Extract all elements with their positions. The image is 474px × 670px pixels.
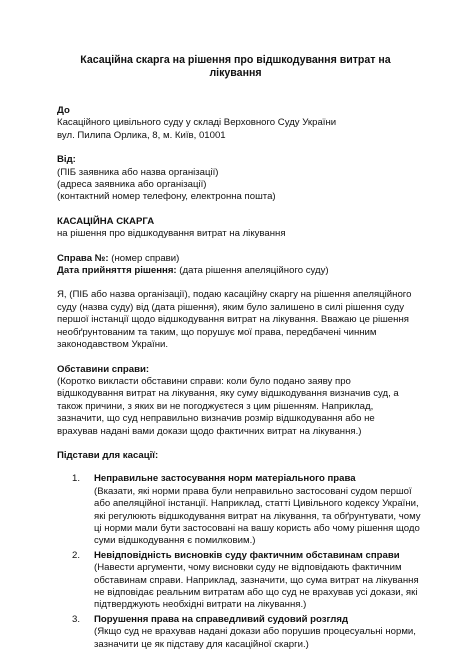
sender-label: Від: bbox=[57, 154, 76, 166]
grounds-item-title: Неправильне застосування норм матеріального права bbox=[94, 473, 356, 485]
complaint-title: КАСАЦІЙНА СКАРГА bbox=[57, 215, 155, 227]
circumstances-text: (Коротко викласти обставини справи: коли було подано заяву про відшкодування витрат на лікування, яку суму відшкодування визначив суд, а також причини, з яких ви не погоджуєтеся з цим рішенням. Наприклад, зазначити, що суд неправильно визначив розмір відшкодування або не врахував надані вами докази щодо фактичних витрат на лікування.) bbox=[57, 375, 399, 437]
complaint-heading bbox=[57, 216, 414, 241]
grounds-item-title: Порушення права на справедливий судовий розгляд bbox=[94, 613, 349, 625]
case-details bbox=[57, 253, 414, 278]
recipient-label: До bbox=[57, 105, 70, 116]
grounds-item bbox=[72, 473, 429, 547]
decision-date-value: (дата рішення апеляційного суду) bbox=[176, 265, 329, 277]
decision-date-row bbox=[57, 265, 414, 277]
grounds-list bbox=[57, 473, 421, 651]
grounds-item-number: 3. bbox=[72, 613, 81, 625]
grounds-item bbox=[72, 614, 429, 651]
intro-paragraph: Я, (ПІБ або назва організації), подаю касаційну скаргу на рішення апеляційного суду (назва суду) від (дата рішення), яким було залишено в силі рішення суду першої інстанції щодо відшкодування витрат на лікування. Вважаю це рішення необґрунтованим та таким, що порушує мої права, передбачені чинним законодавством України. bbox=[57, 289, 412, 351]
document-title: Касаційна скарга на рішення про відшкодування витрат на лікування bbox=[80, 54, 391, 79]
sender-contacts: (контактний номер телефону, електронна пошта) bbox=[57, 191, 276, 203]
grounds-item-description: (Якщо суд не врахував надані докази або порушив процесуальні норми, зазначити це як підставу для касаційної скарги.) bbox=[94, 626, 416, 650]
grounds-item-number: 1. bbox=[72, 473, 81, 485]
grounds-item-title: Невідповідність висновків суду фактичним обставинам справи bbox=[94, 549, 400, 561]
circumstances-label: Обставини справи: bbox=[57, 363, 150, 375]
grounds-label: Підстави для касації: bbox=[57, 449, 159, 461]
case-number-row bbox=[57, 253, 414, 265]
sender-name: (ПІБ заявника або назва організації) bbox=[57, 166, 219, 178]
sender-address: (адреса заявника або організації) bbox=[57, 179, 207, 191]
decision-date-label: Дата прийняття рішення: bbox=[57, 265, 177, 277]
grounds-item bbox=[72, 550, 429, 612]
circumstances-section bbox=[57, 364, 414, 438]
grounds-item-description: (Вказати, які норми права були неправильно застосовані судом першої або апеляційної інстанції. Наприклад, статті Цивільного кодексу України, які регулюють відшкодування витрат на лікування, та обґрунтувати, чому ці норми мали бути застосовані на вашу користь або чому рішення щодо суми відшкодування є помилковим.) bbox=[94, 485, 421, 547]
case-number-value: (номер справи) bbox=[108, 252, 180, 264]
complaint-subtitle: на рішення про відшкодування витрат на лікування bbox=[57, 228, 286, 240]
recipient-block bbox=[57, 105, 414, 142]
recipient-court: Касаційного цивільного суду у складі Верховного Суду України bbox=[57, 117, 337, 129]
recipient-address: вул. Пилипа Орлика, 8, м. Київ, 01001 bbox=[57, 129, 226, 141]
grounds-item-number: 2. bbox=[72, 549, 81, 561]
grounds-item-description: (Навести аргументи, чому висновки суду не відповідають фактичним обставинам справи. Наприклад, зазначити, що сума витрат на лікування не відповідає реальним витратам або що суд не врахував усі докази, які підтверджують необхідні витрати на лікування.) bbox=[94, 562, 419, 611]
grounds-section bbox=[57, 449, 421, 651]
case-number-label: Справа №: bbox=[57, 252, 109, 264]
sender-block bbox=[57, 154, 414, 204]
